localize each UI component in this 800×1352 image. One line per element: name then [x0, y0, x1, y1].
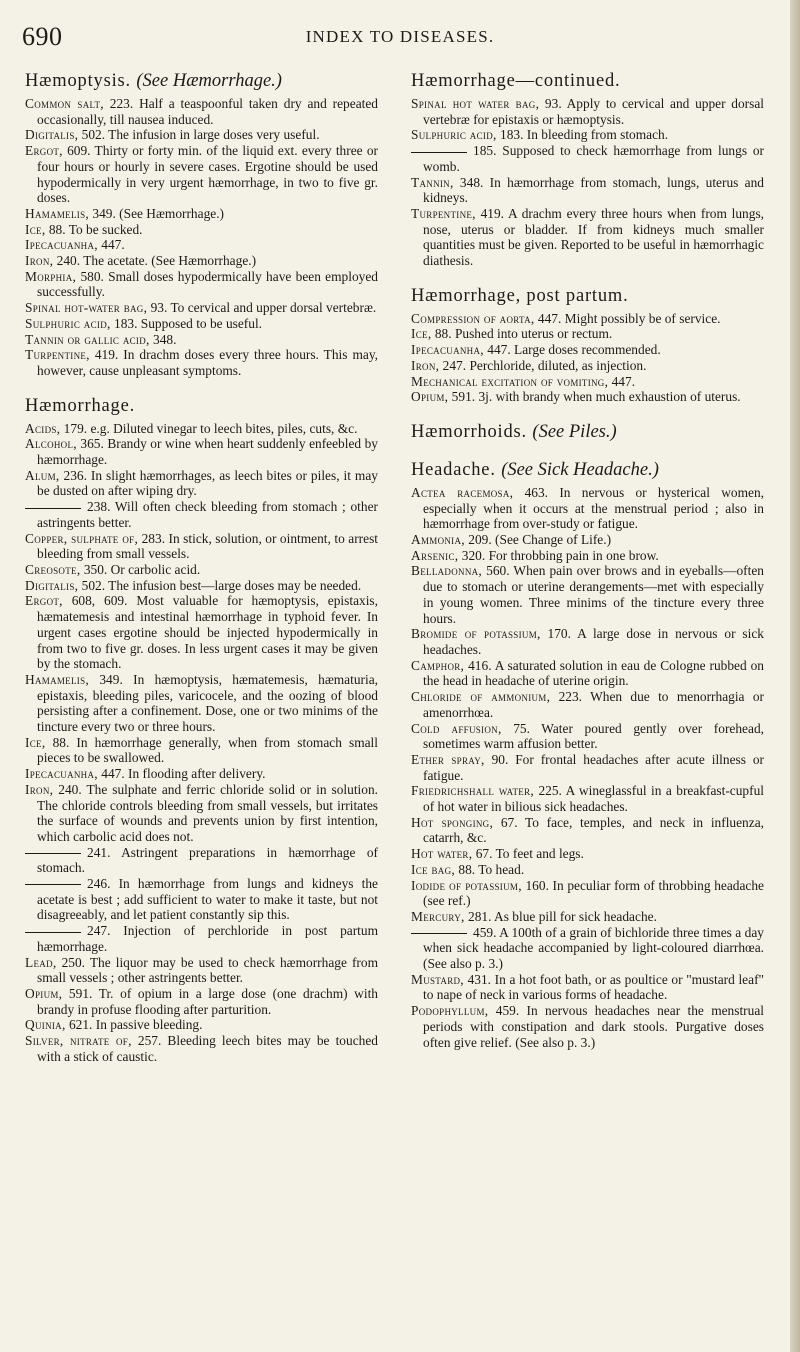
remedy-name: Ice,	[411, 326, 432, 342]
section-heading	[25, 70, 378, 92]
entry-text: 179. e.g. Diluted vinegar to leech bites, piles, cuts, &c.	[60, 420, 358, 436]
remedy-name: Chloride of ammonium,	[411, 689, 551, 705]
remedy-name: Sulphuric acid,	[25, 315, 111, 331]
remedy-name: Creosote,	[25, 561, 81, 577]
entry-text: 580. Small doses hypodermically have been employed successfully.	[37, 268, 378, 300]
entry-text: 93. Apply to cervical and upper dorsal vertebræ for epistaxis or hæmoptysis.	[423, 96, 764, 127]
index-entry	[25, 955, 378, 986]
remedy-name: Iodide of potassium,	[411, 877, 522, 893]
remedy-name: Iron,	[411, 357, 440, 373]
entry-text: 236. In slight hæmorrhages, as leech bites or piles, it may be dusted on after wiping dry.	[37, 467, 378, 499]
entry-text: 281. As blue pill for sick headache.	[464, 908, 657, 924]
page-edge	[790, 0, 800, 1352]
remedy-name: Opium,	[411, 389, 449, 405]
ditto-dash	[25, 853, 81, 854]
entry-text: 170. A large dose in nervous or sick headaches.	[423, 626, 764, 657]
remedy-name: Digitalis,	[25, 577, 79, 593]
entry-text: 609. Thirty or forty min. of the liquid ext. every three or four hours or hourly in severe cases. Ergotine should be used hypodermically in very urgent hæmorrhage, in two to five gr. doses.	[37, 143, 378, 206]
entry-text: 459. A 100th of a grain of bichloride three times a day when sick headache accompanied by light-coloured diarrhœa. (See also p. 3.)	[423, 924, 764, 972]
entry-text: 90. For frontal headaches after acute illness or fatigue.	[423, 751, 764, 783]
index-entry	[411, 721, 764, 752]
remedy-name: Ergot,	[25, 143, 63, 159]
index-entry	[25, 237, 378, 253]
left-column	[25, 70, 378, 1080]
index-entry	[25, 1017, 378, 1033]
remedy-name: Digitalis,	[25, 127, 79, 143]
heading-text: Headache.	[411, 459, 496, 480]
entry-text: 88. Pushed into uterus or rectum.	[431, 326, 613, 342]
entry-text: 348. In hæmorrhage from stomach, lungs, uterus and kidneys.	[423, 174, 764, 206]
remedy-name: Hot sponging,	[411, 814, 494, 830]
index-entry	[25, 923, 378, 954]
entry-text: 349. (See Hæmorrhage.)	[89, 205, 225, 221]
remedy-name: Ipecacuanha,	[25, 237, 98, 253]
index-entry	[25, 206, 378, 222]
index-entry	[25, 143, 378, 206]
index-entry	[25, 96, 378, 127]
remedy-name: Opium,	[25, 985, 63, 1001]
index-entry	[25, 782, 378, 845]
remedy-name: Hot water,	[411, 846, 473, 862]
remedy-name: Silver, nitrate of,	[25, 1033, 132, 1049]
remedy-name: Ice bag,	[411, 861, 456, 877]
index-section	[25, 70, 378, 379]
entry-text: 463. In nervous or hysterical women, especially when it occurs at the menstrual period ; also in hæmorrhage from over-study or fatigue.	[423, 484, 764, 532]
right-column	[411, 70, 764, 1066]
remedy-name: Compression of aorta,	[411, 310, 535, 326]
entry-text: 185. Supposed to check hæmorrhage from lungs or womb.	[423, 143, 764, 174]
entry-text: 502. The infusion best—large doses may be needed.	[78, 577, 362, 593]
index-entry	[411, 1003, 764, 1050]
entry-text: 447.	[97, 237, 125, 253]
index-entry	[25, 735, 378, 766]
heading-text: Hæmorrhage.	[25, 395, 136, 416]
entry-text: 67. To feet and legs.	[472, 846, 584, 862]
remedy-name: Mustard,	[411, 971, 464, 987]
index-entry	[25, 845, 378, 876]
section-heading	[411, 285, 764, 307]
remedy-name: Lead,	[25, 954, 57, 970]
entry-text: 283. In stick, solution, or ointment, to arrest bleeding from small vessels.	[37, 530, 378, 562]
entry-text: 238. Will often check bleeding from stomach ; other astringents better.	[37, 499, 378, 530]
remedy-name: Alum,	[25, 467, 60, 483]
remedy-name: Turpentine,	[25, 347, 90, 363]
index-entry	[25, 1033, 378, 1064]
index-entry	[411, 563, 764, 626]
index-entry	[25, 269, 378, 300]
entry-text: 419. A drachm every three hours when from lungs, nose, uterus or bladder. If from kidneys much smaller quantities must be given. Reported to be useful in hæmorrhagic diathesis.	[423, 205, 764, 269]
index-entry	[411, 485, 764, 532]
entry-text: 75. Water poured gently over forehead, sometimes warm affusion better.	[423, 720, 764, 752]
index-entry	[411, 878, 764, 909]
index-entry	[25, 876, 378, 923]
section-heading	[411, 70, 764, 92]
index-entry	[411, 862, 764, 878]
index-entry	[25, 253, 378, 269]
index-entry	[411, 311, 764, 327]
remedy-name: Turpentine,	[411, 205, 476, 221]
entry-text: 225. A wineglassful in a breakfast-cupful of hot water in bilious sick headaches.	[423, 783, 764, 815]
entry-text: 247. Injection of perchloride in post partum hæmorrhage.	[37, 923, 378, 954]
remedy-name: Belladonna,	[411, 563, 483, 579]
entry-text: 431. In a hot foot bath, or as poultice or "mustard leaf" to nape of neck in various forms of headache.	[423, 971, 764, 1003]
index-entry	[25, 347, 378, 378]
remedy-name: Acids,	[25, 420, 61, 436]
index-entry	[411, 846, 764, 862]
index-entry	[411, 532, 764, 548]
entry-text: 67. To face, temples, and neck in influenza, catarrh, &c.	[423, 814, 764, 846]
entry-text: 608, 609. Most valuable for hæmoptysis, epistaxis, hæmatemesis and intestinal hæmorrhage in typhoid fever. In urgent cases ergotine should be injected hypodermically in from two to five gr. doses. In less urgent cases it may be given by the stomach.	[37, 593, 378, 672]
entry-text: 348.	[149, 331, 177, 347]
remedy-name: Bromide of potassium,	[411, 626, 541, 642]
heading-text: Hæmorrhage, post partum.	[411, 285, 629, 306]
index-entry	[411, 815, 764, 846]
entry-text: 183. In bleeding from stomach.	[496, 127, 669, 143]
ditto-dash	[25, 884, 81, 885]
ditto-dash	[411, 933, 467, 934]
index-entry	[411, 389, 764, 405]
index-entry	[411, 96, 764, 127]
entry-text: 93. To cervical and upper dorsal vertebræ.	[147, 300, 377, 316]
section-heading	[411, 459, 764, 481]
index-entry	[25, 499, 378, 530]
entry-text: 320. For throbbing pain in one brow.	[458, 547, 659, 563]
index-entry	[411, 752, 764, 783]
remedy-name: Spinal hot-water bag,	[25, 300, 148, 316]
index-entry	[411, 342, 764, 358]
remedy-name: Hamamelis,	[25, 205, 90, 221]
index-entry	[25, 468, 378, 499]
index-entry	[411, 358, 764, 374]
remedy-name: Quinia,	[25, 1017, 66, 1033]
running-head: INDEX TO DISEASES.	[305, 27, 495, 46]
remedy-name: Camphor,	[411, 657, 465, 673]
entry-text: 88. To head.	[455, 861, 525, 877]
entry-text: 591. 3j. with brandy when much exhaustion of uterus.	[448, 389, 741, 405]
entry-text: 241. Astringent preparations in hæmorrhage of stomach.	[37, 844, 378, 876]
index-entry	[25, 300, 378, 316]
index-section	[411, 70, 764, 269]
index-entry	[411, 658, 764, 689]
remedy-name: Ether spray,	[411, 751, 485, 767]
entry-text: 257. Bleeding leech bites may be touched with a stick of caustic.	[37, 1033, 378, 1064]
index-entry	[411, 374, 764, 390]
remedy-name: Iron,	[25, 781, 54, 797]
entry-text: 247. Perchloride, diluted, as injection.	[439, 357, 647, 373]
index-entry	[25, 562, 378, 578]
remedy-name: Tannin,	[411, 174, 454, 190]
entry-text: 447. Might possibly be of service.	[534, 310, 721, 326]
section-heading	[411, 421, 764, 443]
remedy-name: Cold affusion,	[411, 720, 502, 736]
index-entry	[25, 531, 378, 562]
index-entry	[411, 972, 764, 1003]
entry-text: 183. Supposed to be useful.	[110, 315, 263, 331]
remedy-name: Ergot,	[25, 593, 63, 609]
entry-text: 365. Brandy or wine when heart suddenly enfeebled by hæmorrhage.	[37, 436, 378, 468]
remedy-name: Mechanical excitation of vomiting,	[411, 373, 609, 389]
index-entry	[411, 326, 764, 342]
page-number: 690	[22, 22, 63, 51]
remedy-name: Actea racemosa,	[411, 484, 514, 500]
entry-text: 591. Tr. of opium in a large dose (one drachm) with brandy in profuse flooding after parturition.	[37, 985, 378, 1017]
index-entry	[25, 222, 378, 238]
entry-text: 88. To be sucked.	[45, 221, 143, 237]
entry-text: 223. When due to menorrhagia or amenorrhœa.	[423, 689, 764, 720]
index-entry	[25, 332, 378, 348]
remedy-name: Iron,	[25, 253, 54, 269]
index-entry	[411, 689, 764, 720]
entry-text: 223. Half a teaspoonful taken dry and repeated occasionally, till nausea induced.	[37, 96, 378, 127]
index-entry	[411, 548, 764, 564]
entry-text: 88. In hæmorrhage generally, when from stomach small pieces to be swallowed.	[37, 734, 378, 766]
remedy-name: Spinal hot water bag,	[411, 96, 540, 111]
entry-text: 560. When pain over brows and in eyeballs—often due to stomach or uterine derangements—met with especially in young women. Three minims of the tincture every three hours.	[423, 563, 764, 626]
index-entry	[25, 766, 378, 782]
remedy-name: Mercury,	[411, 908, 465, 924]
entry-text: 502. The infusion in large doses very useful.	[78, 127, 320, 143]
remedy-name: Arsenic,	[411, 547, 459, 563]
remedy-name: Hamamelis,	[25, 671, 90, 687]
index-section	[411, 285, 764, 405]
index-entry	[411, 909, 764, 925]
index-entry	[411, 127, 764, 143]
entry-text: 209. (See Change of Life.)	[464, 532, 612, 548]
remedy-name: Friedrichshall water,	[411, 783, 535, 799]
index-entry	[25, 986, 378, 1017]
entry-text: 447. Large doses recommended.	[483, 342, 661, 358]
entry-text: 621. In passive bleeding.	[65, 1017, 203, 1033]
remedy-name: Morphia,	[25, 268, 77, 284]
remedy-name: Alcohol,	[25, 436, 77, 452]
remedy-name: Common salt,	[25, 96, 104, 111]
remedy-name: Copper, sulphate of,	[25, 530, 139, 546]
index-section	[25, 395, 378, 1065]
entry-text: 349. In hæmoptysis, hæmatemesis, hæmaturia, epistaxis, bleeding piles, varicocele, and the oozing of blood persisting after a confinement. Dose, one or two minims of the tincture every two or three hours.	[37, 671, 378, 735]
entry-text: 246. In hæmorrhage from lungs and kidneys the acetate is best ; add sufficient to water to make it taste, but not disagreeably, and let patient constantly sip this.	[37, 876, 378, 923]
ditto-dash	[411, 152, 467, 153]
remedy-name: Ipecacuanha,	[25, 766, 98, 782]
index-entry	[25, 127, 378, 143]
entry-text: 459. In nervous headaches near the menstrual periods with constipation and dark stools. Purgative doses often give relief. (See also p. 3.)	[423, 1003, 764, 1050]
remedy-name: Ice,	[25, 221, 46, 237]
entry-text: 447. In flooding after delivery.	[97, 766, 266, 782]
entry-text: 240. The sulphate and ferric chloride solid or in solution. The chloride controls bleeding from small vessels, but irritates the surface of wounds and prevents union by first intention, which carbolic acid does not.	[37, 781, 378, 844]
heading-text: Hæmoptysis.	[25, 71, 131, 91]
ditto-dash	[25, 932, 81, 933]
entry-text: 240. The acetate. (See Hæmorrhage.)	[53, 253, 257, 269]
entry-text: 160. In peculiar form of throbbing headache (see ref.)	[423, 877, 765, 909]
index-entry	[25, 436, 378, 467]
remedy-name: Ipecacuanha,	[411, 342, 484, 358]
index-entry	[411, 783, 764, 814]
cross-reference: (See Sick Headache.)	[501, 459, 659, 480]
index-entry	[411, 175, 764, 206]
index-entry	[25, 593, 378, 672]
cross-reference: (See Hæmorrhage.)	[136, 71, 282, 91]
entry-text: 416. A saturated solution in eau de Cologne rubbed on the head in headache of uterine origin.	[423, 657, 764, 689]
index-entry	[25, 578, 378, 594]
index-entry	[411, 206, 764, 269]
remedy-name: Podophyllum,	[411, 1003, 489, 1019]
cross-reference: (See Piles.)	[532, 421, 617, 442]
entry-text: 419. In drachm doses every three hours. This may, however, cause unpleasant symptoms.	[37, 347, 378, 378]
remedy-name: Ice,	[25, 734, 46, 750]
index-entry	[25, 421, 378, 437]
index-section	[411, 459, 764, 1050]
remedy-name: Ammonia,	[411, 532, 465, 548]
remedy-name: Tannin or gallic acid,	[25, 331, 150, 347]
heading-text: Hæmorrhage—continued.	[411, 71, 621, 91]
index-entry	[411, 925, 764, 972]
entry-text: 250. The liquor may be used to check hæmorrhage from small vessels ; other astringents better.	[37, 954, 378, 986]
entry-text: 447.	[608, 373, 636, 389]
remedy-name: Sulphuric acid,	[411, 127, 497, 143]
ditto-dash	[25, 508, 81, 509]
index-entry	[25, 672, 378, 735]
entry-text: 350. Or carbolic acid.	[80, 561, 201, 577]
index-section	[411, 421, 764, 443]
index-entry	[411, 626, 764, 657]
heading-text: Hæmorrhoids.	[411, 421, 527, 442]
section-heading	[25, 395, 378, 417]
index-entry	[411, 143, 764, 174]
index-entry	[25, 316, 378, 332]
